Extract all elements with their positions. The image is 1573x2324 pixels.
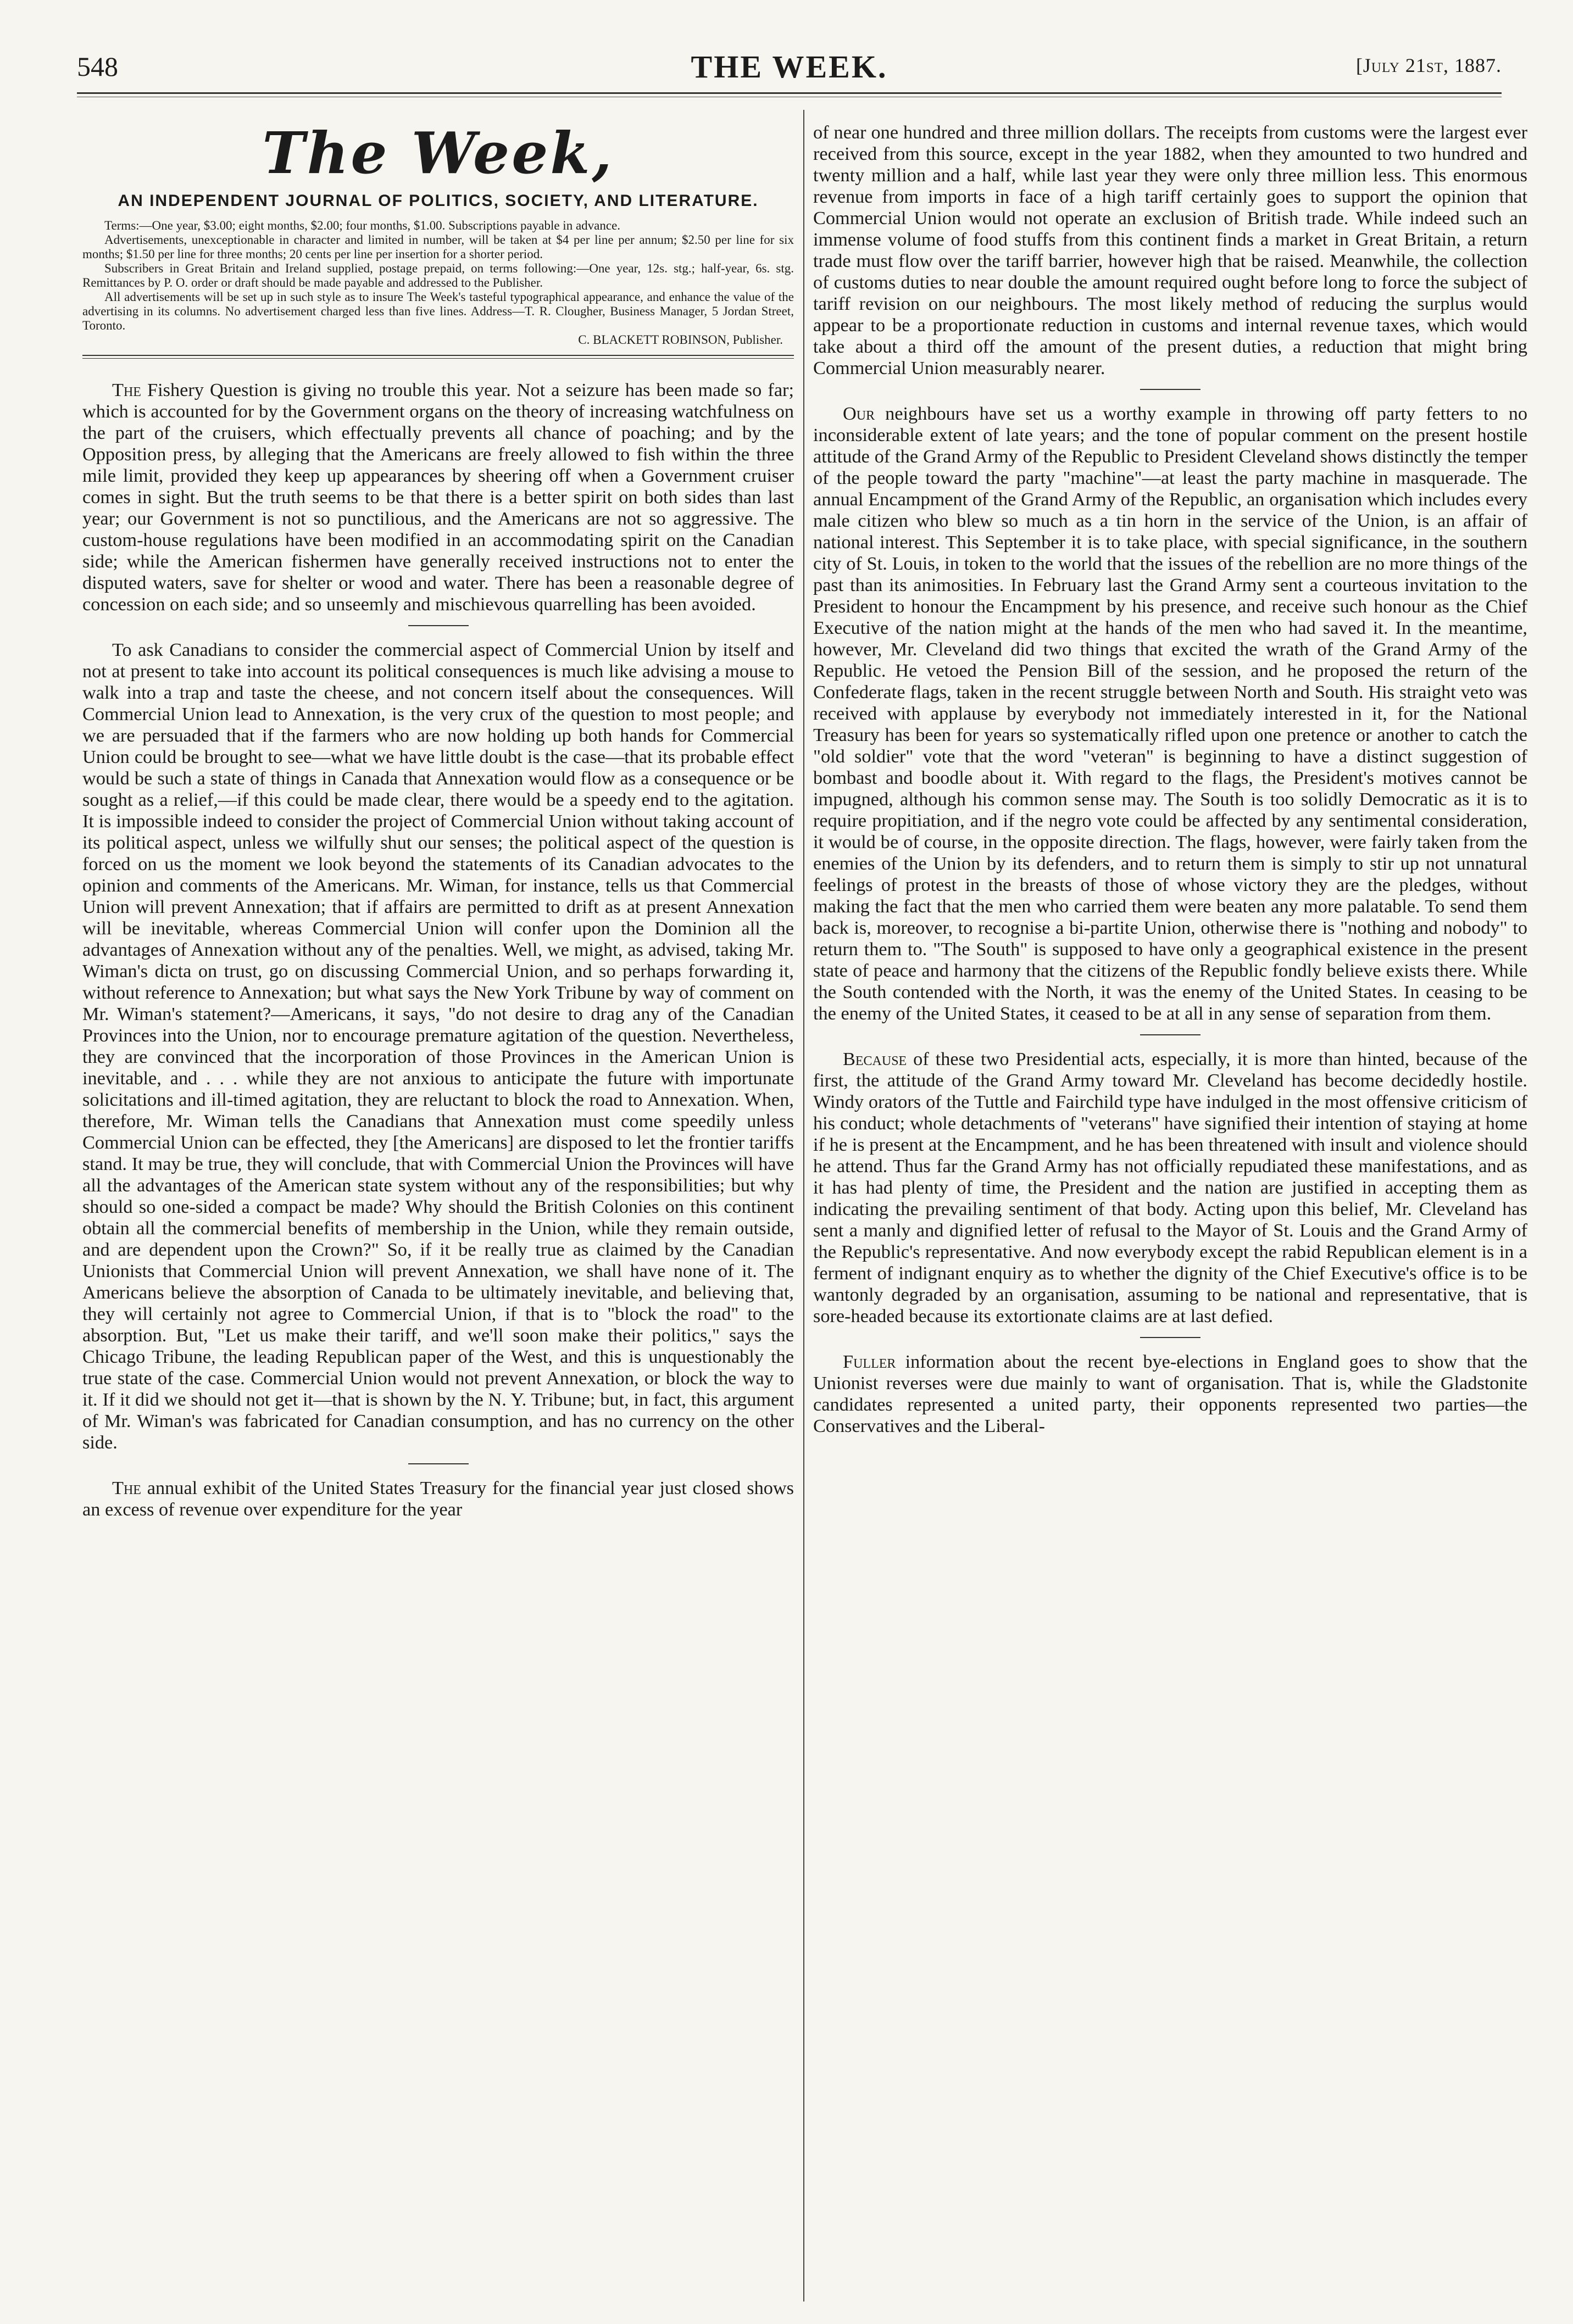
column-divider — [803, 110, 804, 2301]
paper-name: THE WEEK. — [691, 49, 888, 85]
article-presidential-acts — [813, 1049, 1527, 1327]
section-separator — [1140, 1337, 1200, 1338]
paragraph — [813, 403, 1527, 1024]
left-column — [82, 110, 794, 1520]
subscribers-line: Subscribers in Great Britain and Ireland supplied, postage prepaid, on terms following:—One year, 12s. stg.; half-year, 6s. stg. Remittances by P. O. order or draft should be made payable and addressed to the Publisher. — [82, 261, 794, 289]
header-rule — [77, 92, 1502, 94]
paragraph: of near one hundred and three million dollars. The receipts from customs were the largest ever received from this source, except in the year 1882, when they amounted to two hundred and twenty million and a half, while last year they were only three million less. This enormous revenue from imports in face of a high tariff certainly goes to support the opinion that Commercial Union would not operate an exclusion of British trade. While indeed such an immense volume of food stuffs from this continent finds a market in Great Britain, a return trade must flow over the tariff barrier, however high that be raised. Meanwhile, the collection of customs duties to near double the amount required ought before long to force the subject of tariff revision on our neighbours. The most likely method of reducing the surplus would appear to be a proportionate reduction in customs and internal revenue taxes, which would take about a third off the amount of the present duties, a reduction that might bring Commercial Union measurably nearer. — [813, 122, 1527, 378]
lead-word: Fuller — [843, 1351, 896, 1372]
masthead-rule — [82, 355, 794, 356]
masthead-title: The Week, — [262, 119, 614, 187]
section-separator — [1140, 1034, 1200, 1035]
terms-line: Terms:—One year, $3.00; eight months, $2.00; four months, $1.00. Subscriptions payable in advance. — [104, 219, 621, 232]
paragraph — [82, 380, 794, 615]
publisher-line: C. BLACKETT ROBINSON, Publisher. — [578, 333, 783, 347]
lead-word: The — [112, 380, 141, 400]
running-head — [77, 51, 1502, 89]
masthead-subtitle: AN INDEPENDENT JOURNAL OF POLITICS, SOCIETY, AND LITERATURE. — [118, 192, 759, 210]
paragraph-text: information about the recent bye-elections in England goes to show that the Unionist reverses were due mainly to want of organisation. That is, while the Gladstonite candidates represented a united party, their opponents represented two parties—the Conservatives and the Liberal- — [813, 1351, 1527, 1436]
issue-date: [July 21st, 1887. — [1355, 54, 1502, 76]
paragraph-text: annual exhibit of the United States Treasury for the financial year just closed shows an excess of revenue over expenditure for the year — [82, 1478, 794, 1520]
page-number: 548 — [77, 51, 118, 82]
article-grand-army — [813, 403, 1527, 1024]
paragraph — [813, 1351, 1527, 1437]
masthead — [82, 121, 794, 212]
paragraph-text: Fishery Question is giving no trouble this year. Not a seizure has been made so far; which is accounted for by the Government organs on the theory of increasing watchfulness on the part of the cruisers, which effectually prevents all chance of poaching; and by the Opposition press, by alleging that the Americans are freely allowed to fish within the three mile limit, provided they keep up appearances by sheering off when a Government cruiser comes in sight. But the truth seems to be that there is a better spirit on both sides than last year; our Government is not so punctilious, and the Americans are not so aggressive. The custom-house regulations have been modified in an accommodating spirit on the Canadian side; while the American fishermen have generally received instructions not to enter the disputed waters, save for shelter or wood and water. There has been a reasonable degree of concession on each side; and so unseemly and mischievous quarrelling has been avoided. — [82, 380, 794, 615]
section-separator — [408, 625, 469, 626]
lead-word: Our — [843, 403, 875, 424]
masthead-rule-thin — [82, 358, 794, 359]
paragraph — [813, 1049, 1527, 1327]
article-treasury-continued — [813, 122, 1527, 379]
section-separator — [408, 1463, 469, 1464]
paragraph-text: neighbours have set us a worthy example in throwing off party fetters to no inconsiderable extent of late years; and the tone of popular comment on the present hostile attitude of the Grand Army of the Republic to President Cleveland shows distinctly the temper of the people toward the party "machine"—at least the party machine in masquerade. The annual Encampment of the Grand Army of the Republic, an organisation which includes every male citizen who blew so much as a tin horn in the service of the Union, is an affair of national interest. This September it is to take place, with special significance, in the southern city of St. Louis, in token to the world that the issues of the rebellion are no more things of the past than its animosities. In February last the Grand Army sent a courteous invitation to the President to honour the Encampment by his presence, and receive such honour as the Chief Executive of the nation might at the hands of the men who had saved it. In the meantime, however, Mr. Cleveland did two things that excited the wrath of the Grand Army of the Republic. He vetoed the Pension Bill of the session, and he proposed the return of the Confederate flags, taken in the recent struggle between North and South. His straight veto was received with applause by everybody not immediately interested in it, for the National Treasury has been for years so systematically rifled upon one pretence or another to catch the "old soldier" vote that the word "veteran" is beginning to have a distinct suggestion of bombast and boodle about it. With regard to the flags, the President's motives cannot be impugned, although his common sense may. The South is too solidly Democratic as it is to require propitiation, and if the negro vote could be affected by any sentimental consideration, it would be of course, in the opposite direction. The flags, however, were fairly taken from the enemies of the Union by its defenders, and to return them is simply to stir up not unnatural feelings of protest in the breasts of those of whose victory they are the pledges, without making the fact that the men who carried them were beaten any more palatable. To send them back is, moreover, to recognise a bi-partite Union, otherwise there is "nothing and nobody" to return them to. "The South" is supposed to have only a geographical existence in the present state of peace and harmony that the citizens of the Republic fondly believe exists there. While the South contended with the North, it was the enemy of the United States. In ceasing to be the enemy of the United States, it ceased to be at all in any sense of separation from them. — [813, 403, 1527, 1024]
article-treasury — [82, 1478, 794, 1520]
lead-word: Because — [843, 1049, 907, 1069]
paragraph: To ask Canadians to consider the commercial aspect of Commercial Union by itself and not at present to take into account its political consequences is much like advising a mouse to walk into a trap and taste the cheese, and not concern itself about the consequences. Will Commercial Union lead to Annexation, is the very crux of the question to most people; and we are persuaded that if the farmers who are now holding up both hands for Commercial Union could be brought to see—what we have little doubt is the case—that its probable effect would be such a state of things in Canada that Annexation would flow as a consequence or be sought as a relief,—if this could be made clear, there would be a speedy end to the agitation. It is impossible indeed to consider the project of Commercial Union without taking account of its political aspect, unless we wilfully shut our senses; the political aspect of the question is forced on us the moment we look beyond the statements of its Canadian advocates to the opinion and comments of the Americans. Mr. Wiman, for instance, tells us that Commercial Union will prevent Annexation; that if affairs are permitted to drift as at present Annexation will be inevitable, whereas Commercial Union will confer upon the Dominion all the advantages of Annexation without any of the penalties. Well, we might, as advised, taking Mr. Wiman's dicta on trust, go on discussing Commercial Union, and so perhaps forwarding it, without reference to Annexation; but what says the New York Tribune by way of comment on Mr. Wiman's statement?—Americans, it says, "do not desire to drag any of the Canadian Provinces into the Union, nor to encourage premature agitation of the question. Nevertheless, they are convinced that the incorporation of those Provinces in the American Union is inevitable, and . . . while they are not anxious to anticipate the future with importunate solicitations and ill-timed agitation, they are reluctant to block the road to Annexation. When, therefore, Mr. Wiman tells the Canadians that Annexation must come speedily unless Commercial Union can be effected, they [the Americans] are disposed to let the frontier tariffs stand. It may be true, they will conclude, that with Commercial Union the Provinces will have all the advantages of the American state system without any of the responsibilities; but why should so one-sided a compact be made? Why should the British Colonies on this continent obtain all the commercial benefits of membership in the Union, while they remain outside, and are dependent upon the Crown?" So, if it be really true as claimed by the Canadian Unionists that Commercial Union will prevent Annexation, we shall have none of it. The Americans believe the absorption of Canada to be ultimately inevitable, and believing that, they will certainly not agree to Commercial Union, if that is to "block the road" to the absorption. But, "Let us make their tariff, and we'll soon make their politics," says the Chicago Tribune, the leading Republican paper of the West, and this is unquestionably the true state of the case. Commercial Union would not prevent Annexation, or block the way to it. If it did we should not get it—that is shown by the N. Y. Tribune; but, in fact, this argument of Mr. Wiman's was fabricated for Canadian consumption, and has no currency on the other side. — [82, 639, 794, 1453]
article-fishery-question — [82, 380, 794, 615]
subscription-terms — [82, 219, 794, 333]
article-commercial-union — [82, 639, 794, 1453]
paragraph — [82, 1478, 794, 1520]
article-bye-elections — [813, 1351, 1527, 1437]
all-ads-line: All advertisements will be set up in such style as to insure The Week's tasteful typographical appearance, and enhance the value of the advertising in its columns. No advertisement charged less than five lines. Address—T. R. Clougher, Business Manager, 5 Jordan Street, Toronto. — [82, 290, 794, 332]
lead-word: The — [112, 1478, 141, 1498]
paragraph-text: of these two Presidential acts, especially, it is more than hinted, because of the first, the attitude of the Grand Army toward Mr. Cleveland has become decidedly hostile. Windy orators of the Tuttle and Fairchild type have indulged in the most offensive criticism of his conduct; whole detachments of "veterans" have signified their intention of staying at home if he is present at the Encampment, and he has been threatened with insult and violence should he attend. Thus far the Grand Army has not officially repudiated these manifestations, and as it has had plenty of time, the President and the nation are justified in accepting them as indicating the prevailing sentiment of that body. Acting upon this belief, Mr. Cleveland has sent a manly and dignified letter of refusal to the Mayor of St. Louis and the Grand Army of the Republic's representative. And now everybody except the rabid Republican element is in a ferment of indignant enquiry as to whether the dignity of the Chief Executive's office is to be wantonly degraded by an organisation, assuming to be national and representative, that is sore-headed because its extortionate claims are at last defied. — [813, 1049, 1527, 1327]
right-column — [813, 110, 1527, 1437]
section-separator — [1140, 389, 1200, 390]
advertisements-line: Advertisements, unexceptionable in character and limited in number, will be taken at $4 per line per annum; $2.50 per line for six months; $1.50 per line for three months; 20 cents per line per insertion for a shorter period. — [82, 233, 794, 261]
